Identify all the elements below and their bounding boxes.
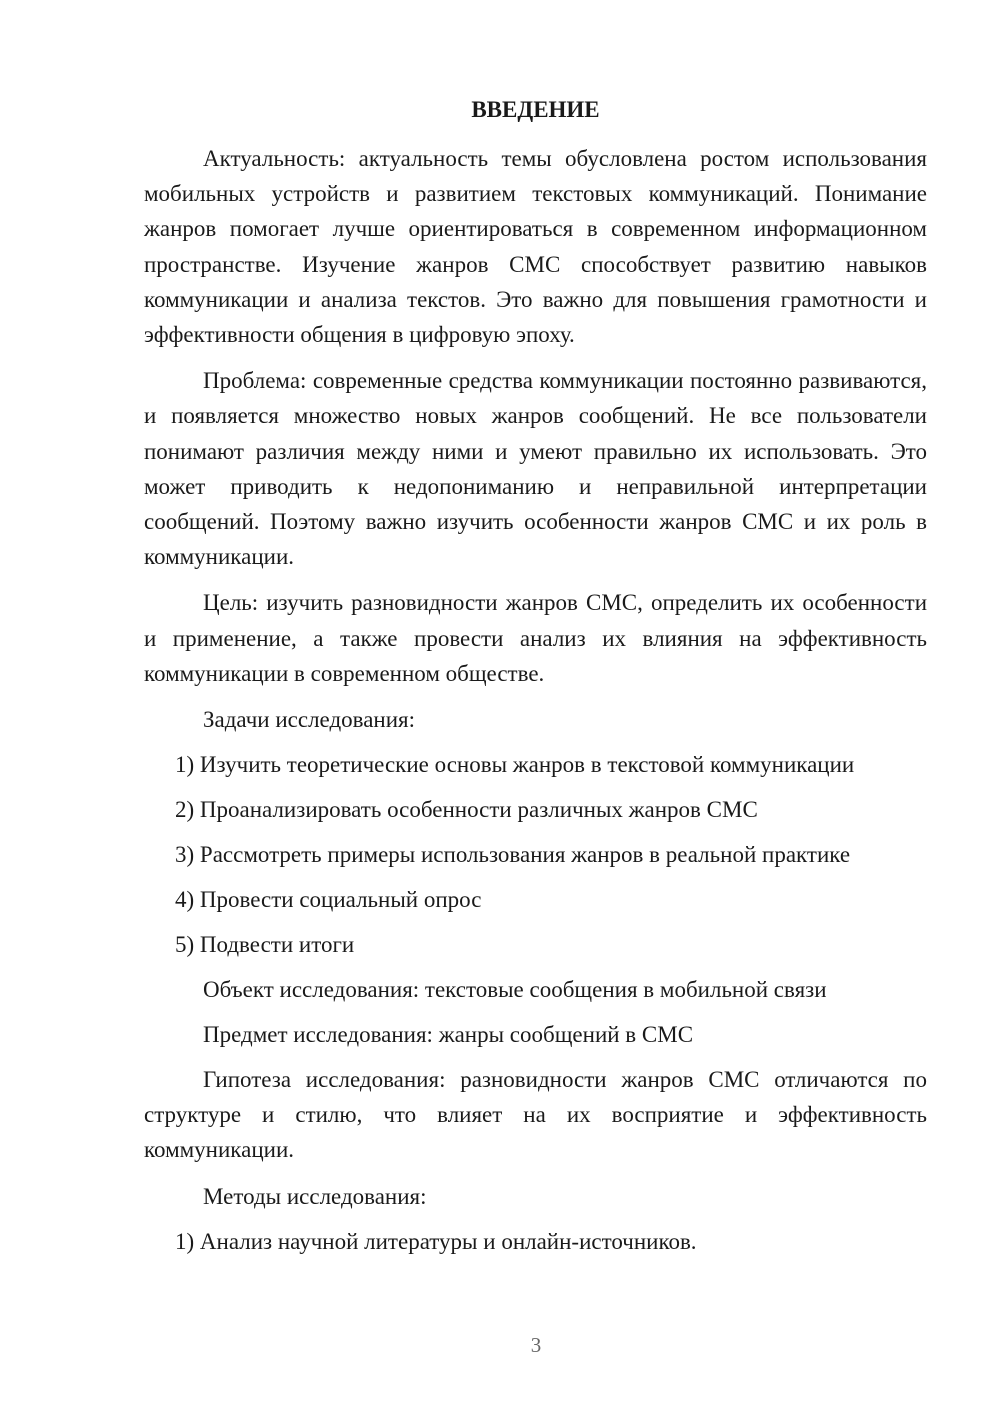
document-body [144,95,927,1269]
task-item: 4) Провести социальный опрос [175,887,482,913]
goal-paragraph: Цель: изучить разновидности жанров СМС, определить их особенности и применение, а также провести анализ их влияния на эффективность коммуникации в современном обществе. [144,590,927,686]
task-item: 5) Подвести итоги [175,932,355,958]
research-object: Объект исследования: текстовые сообщения в мобильной связи [203,977,827,1003]
hypothesis-paragraph: Гипотеза исследования: разновидности жанров СМС отличаются по структуре и стилю, что влияет на их восприятие и эффективность коммуникации. [144,1067,927,1163]
relevance-paragraph: Актуальность: актуальность темы обусловлена ростом использования мобильных устройств и развитием текстовых коммуникаций. Понимание жанров помогает лучше ориентироваться в современном информационном пространстве. Изучение жанров СМС способствует развитию навыков коммуникации и анализа текстов. Это важно для повышения грамотности и эффективности общения в цифровую эпоху. [144,146,927,348]
research-subject: Предмет исследования: жанры сообщений в СМС [203,1022,694,1048]
task-item: 3) Рассмотреть примеры использования жанров в реальной практике [175,842,851,868]
methods-heading: Методы исследования: [203,1183,427,1209]
task-item: 1) Изучить теоретические основы жанров в текстовой коммуникации [175,752,855,778]
methods-list [144,1224,927,1259]
method-item: 1) Анализ научной литературы и онлайн-источников. [175,1228,697,1254]
page-title: ВВЕДЕНИЕ [471,97,600,122]
problem-paragraph: Проблема: современные средства коммуникации постоянно развиваются, и появляется множество новых жанров сообщений. Не все пользователи понимают различия между ними и умеют правильно их использовать. Это может приводить к недопониманию и неправильной интерпретации сообщений. Поэтому важно изучить особенности жанров СМС и их роль в коммуникации. [144,368,927,570]
page-number: 3 [530,1333,542,1357]
tasks-heading: Задачи исследования: [203,707,416,733]
task-item: 2) Проанализировать особенности различных жанров СМС [175,797,758,823]
tasks-list [144,747,927,962]
